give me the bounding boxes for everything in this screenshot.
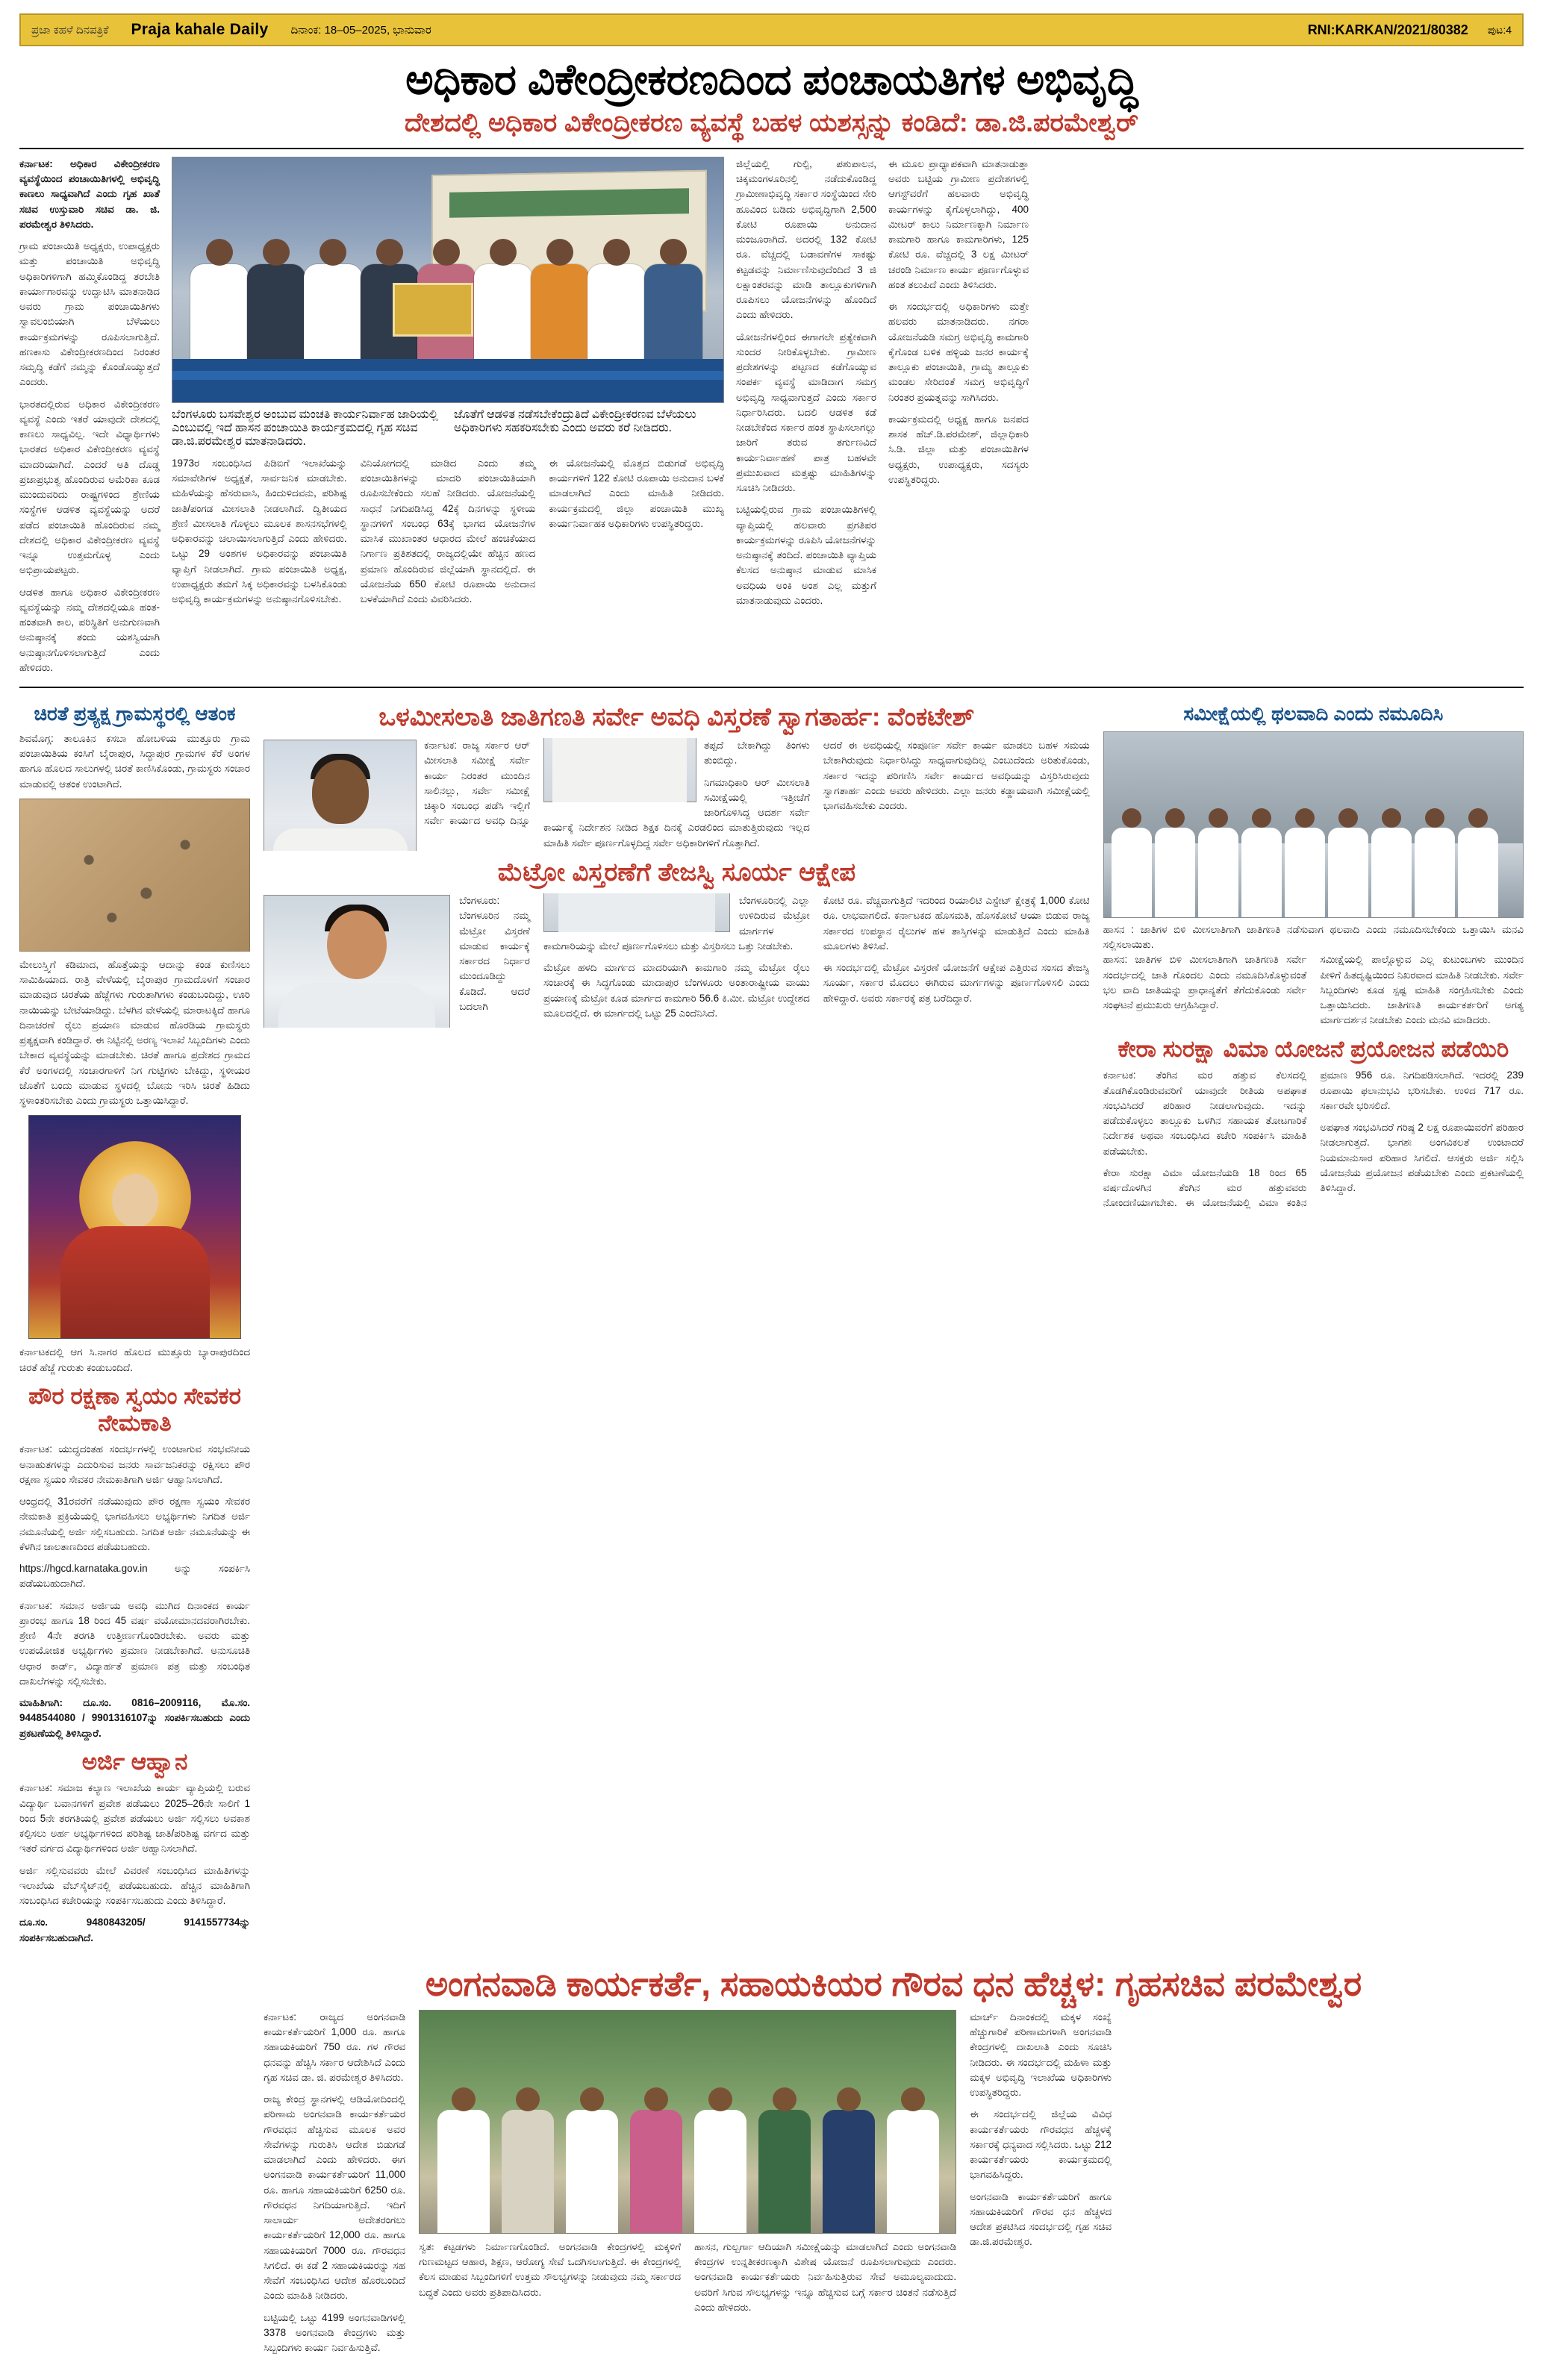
- contact-phone: ಮಾಹಿತಿಗಾಗಿ: ದೂ.ಸಂ. 0816–2009116, ಮೊ.ಸಂ. 9448544080 / 9901316107ನ್ನು ಸಂಪರ್ಕಿಸಬಹುದು ಎಂದು ಪ್ರಕಟಣೆಯಲ್ಲಿ ತಿಳಿಸಿದ್ದಾರೆ.: [19, 1697, 251, 1739]
- paragraph: ಹಾಸನ, ಗುಲ್ಬರ್ಗಾ ಆದಿಯಾಗಿ ಸಮೀಕ್ಷೆಯನ್ನು ಮಾಡಲಾಗಿದೆ ಎಂದು ಅಂಗನವಾಡಿ ಕೇಂದ್ರಗಳ ಉನ್ನತೀಕರಣಕ್ಕಾಗಿ ವಿಶೇಷ ಯೋಜನೆ ರೂಪಿಸಲಾಗುವುದು ಎಂದರು. ಅಂಗನವಾಡಿ ಕಾರ್ಯಕರ್ತೆಯರು ನಿರ್ವಹಿಸುತ್ತಿರುವ ಸೇವೆ ಅಮೂಲ್ಯವಾದುದು. ಅವರಿಗೆ ಸಿಗುವ ಸೌಲಭ್ಯಗಳನ್ನು ಇನ್ನೂ ಹೆಚ್ಚಿಸುವ ಬಗ್ಗೆ ಸರ್ಕಾರ ಚಿಂತನೆ ನಡೆಸುತ್ತಿದೆ ಎಂದು ಹೇಳಿದರು.: [694, 2240, 957, 2313]
- paragraph: ಮಾರ್ಚ್ ದಿನಾಂಕದಲ್ಲಿ ಮಕ್ಕಳ ಸಂಖ್ಯೆ ಹೆಚ್ಚುಗಾರಿಕೆ ಪರಿಣಾಮಗಳಾಗಿ ಅಂಗನವಾಡಿ ಕೇಂದ್ರಗಳಲ್ಲಿ ದಾಖಲಾತಿ ಎಂದು ಸೂಚಿಸಿ ನೀಡಿದರು. ಈ ಸಂದರ್ಭದಲ್ಲಿ ಮಹಿಳಾ ಮತ್ತು ಮಕ್ಕಳ ಅಭಿವೃದ್ಧಿ ಇಲಾಖೆಯ ಅಧಿಕಾರಿಗಳು ಉಪಸ್ಥಿತರಿದ್ದರು.: [970, 2011, 1112, 2099]
- right-column-block: [1103, 696, 1524, 1952]
- thalavadi-photo-caption: ಹಾಸನ : ಜಾತಿಗಳ ಬಿಳಿ ಮೀಸಲಾತಿಗಾಗಿ ಜಾತಿಗಣತಿ ನಡೆಸುವಾಗ ಥಲವಾದಿ ಎಂದು ನಮೂದಿಸಬೇಕೆಂದು ಒತ್ತಾಯಿಸಿ ಮನವಿ ಸಲ್ಲಿಸಲಾಯಿತು.: [1103, 923, 1524, 951]
- main-photo: [172, 157, 724, 403]
- paragraph: ಕರ್ನಾಟಕ: ರಾಜ್ಯದ ಅಂಗನವಾಡಿ ಕಾರ್ಯಕರ್ತೆಯರಿಗೆ 1,000 ರೂ. ಹಾಗೂ ಸಹಾಯಕಿಯರಿಗೆ 750 ರೂ. ಗಳ ಗೌರವ ಧನವನ್ನು ಹೆಚ್ಚಿಸಿ ಸರ್ಕಾರ ಆದೇಶಿಸಿದೆ ಎಂದು ಗೃಹ ಸಚಿವ ಡಾ. ಜಿ. ಪರಮೇಶ್ವರ ತಿಳಿಸಿದರು.: [264, 2011, 406, 2083]
- paragraph: ಕರ್ನಾಟಕ: ಸಮಾಜ ಕಲ್ಯಾಣ ಇಲಾಖೆಯ ಕಾರ್ಯ ವ್ಯಾಪ್ತಿಯಲ್ಲಿ ಬರುವ ವಿದ್ಯಾರ್ಥಿ ಬವಾನಗಳಿಗೆ ಪ್ರವೇಶ ಪಡೆಯಲು 2025–26ನೇ ಸಾಲಿಗೆ 1 ರಿಂದ 5ನೇ ತರಗತಿಯಲ್ಲಿ ಪ್ರವೇಶ ಪಡೆಯಲು ಅರ್ಜಿ ಸಲ್ಲಿಸಲು ಅವಕಾಶ ಕಲ್ಪಿಸಲು ಅರ್ಹ ಅಭ್ಯರ್ಥಿಗಳಿಂದ ಪರಿಶಿಷ್ಟ ಜಾತಿ/ಪರಿಶಿಷ್ಟ ವರ್ಗದ ಮತ್ತು ಇತರೆ ವರ್ಗದ ವಿದ್ಯಾರ್ಥಿಗಳಿಂದ ಅರ್ಜಿ ಆಹ್ವಾನಿಸಲಾಗಿದೆ.: [19, 1782, 251, 1855]
- paragraph: ಕೇರಾ ಸುರಕ್ಷಾ ವಿಮಾ ಯೋಜನೆಯಡಿ 18 ರಿಂದ 65 ವರ್ಷದೊಳಗಿನ ತೆಂಗಿನ ಮರ ಹತ್ತುವವರು ನೋಂದಣಿಯಾಗಬೇಕು. ಈ ಯೋಜನೆಯಲ್ಲಿ ವಿಮಾ ಕಂತಿನ ಪ್ರಮಾಣ 956 ರೂ. ನಿಗದಿಪಡಿಸಲಾಗಿದೆ. ಇದರಲ್ಲಿ 239 ರೂಪಾಯಿ ಫಲಾನುಭವಿ ಭರಿಸಬೇಕು. ಉಳಿದ 717 ರೂ. ಸರ್ಕಾರವೇ ಭರಿಸಲಿದೆ.: [1103, 1069, 1524, 1209]
- photo-caption-2: ಜೊತೆಗೆ ಆಡಳಿತ ನಡೆಸಬೇಕೆಂದ್ರುತಿದೆ ವಿಕೇಂದ್ರೀಕರಣವ ಬೆಳೆಯಲು ಅಧಿಕಾರಿಗಳು ಸಹಕರಿಸಬೇಕು ಎಂದು ಅವರು ಕರೆ ನೀಡಿದರು.: [454, 407, 696, 434]
- paragraph: ಈ ಸಂದರ್ಭದಲ್ಲಿ ಅಧಿಕಾರಿಗಳು ಮತ್ತೇ ಹಲವರು ಮಾತನಾಡಿದರು. ನಗರಾ ಯೋಜನೆಯಡಿ ಸಮಗ್ರ ಅಭಿವೃದ್ಧಿ ಕಾಮಗಾರಿ ಕೈಗೊಂಡ ಬಳಿಕ ಹಳ್ಳಿಯ ಜನರ ಕಾರ್ಯಕ್ಕೆ ತಾಲ್ಲೂಕು ಪಂಚಾಯಿತಿ, ಗ್ರಾಮ್ಯ ತಾಲ್ಲೂಕು ಮಂಡಲ ಸೇರಿದಂತೆ ಸಮಗ್ರ ಅಭಿವೃದ್ಧಿಗೆ ನಿರಂತರ ಪ್ರಯತ್ನವನ್ನು ಸಾಗಿಸಿದರು.: [888, 301, 1029, 403]
- anganwadi-photo-caption: ಅಂಗನವಾಡಿ ಕಾರ್ಯಕರ್ತೆಯರಿಗೆ ಹಾಗೂ ಸಹಾಯಕಿಯರಿಗೆ ಗೌರವ ಧನ ಹೆಚ್ಚಳದ ಆದೇಶ ಪ್ರಕಟಿಸಿದ ಸಂದರ್ಭದಲ್ಲಿ ಗೃಹ ಸಚಿವ ಡಾ.ಜಿ.ಪರಮೇಶ್ವರ.: [970, 2190, 1112, 2248]
- contact-phone: ದೂ.ಸಂ. 9480843205/ 9141557734ನ್ನು ಸಂಪರ್ಕಿಸಬಹುದಾಗಿದೆ.: [19, 1917, 251, 1943]
- right-column-2: [888, 157, 1029, 494]
- section-title-survey: ಒಳಮೀಸಲಾತಿ ಜಾತಿಗಣತಿ ಸರ್ವೇ ಅವಧಿ ವಿಸ್ತರಣೆ ಸ್ವಾಗತಾರ್ಹ: ವೆಂಕಟೇಶ್: [378, 703, 975, 732]
- paragraph: ಅರ್ಜಿ ಸಲ್ಲಿಸುವವರು ಮೇಲೆ ವಿವರಣೆ ಸಂಬಂಧಿಸಿದ ಮಾಹಿತಿಗಳನ್ನು ಇಲಾಖೆಯ ವೆಬ್‌ಸೈಟ್‌ನಲ್ಲಿ ಪಡೆಯಬಹುದು. ಹೆಚ್ಚಿನ ಮಾಹಿತಿಗಾಗಿ ಸಂಬಂಧಿಸಿದ ಕಚೇರಿಯನ್ನು ಸಂಪರ್ಕಿಸಬಹುದು ಎಂದು ತಿಳಿಸಿದ್ದಾರೆ.: [19, 1864, 251, 1907]
- survey-article: [264, 738, 1090, 851]
- award-plaque: [393, 283, 473, 337]
- paragraph: ಮೆಟ್ರೋ ಹಳದಿ ಮಾರ್ಗದ ಮಾದರಿಯಾಗಿ ಕಾಮಗಾರಿ ನಮ್ಮ ಮೆಟ್ರೋ ರೈಲು ಸಂಚಾರಕ್ಕೆ ಈ ಸಿದ್ಧಗೊಂಡು ಮಾದಾಪುರ ಬೆಂಗಳೂರು ಅಂತಾರಾಷ್ಟ್ರೀಯ ವಾಯು ಪ್ರಯಾಣಕ್ಕೆ ಮೆಟ್ರೋ ಕೂಡ ಮಾರ್ಗದ ಕಾಮಗಾರಿ 56.6 ಕಿ.ಮೀ. ಮೆಟ್ರೋ ಉದ್ದೇಶದ ಮೂಲದಲ್ಲಿದೆ. ಈ ಮಾರ್ಗದಲ್ಲಿ ಒಟ್ಟು 25 ಎಂದೆನಿಸಿದೆ.: [543, 962, 810, 1019]
- paragraph: ಅಪಘಾತ ಸಂಭವಿಸಿದರೆ ಗರಿಷ್ಠ 2 ಲಕ್ಷ ರೂಪಾಯಿವರೆಗೆ ಪರಿಹಾರ ನೀಡಲಾಗುತ್ತದೆ. ಭಾಗಶಃ ಅಂಗವಿಕಲತೆ ಉಂಟಾದರೆ ನಿಯಮಾನುಸಾರ ಪರಿಹಾರ ಸಿಗಲಿದೆ. ಆಸಕ್ತರು ಅರ್ಜಿ ಸಲ್ಲಿಸಿ ಯೋಜನೆಯ ಪ್ರಯೋಜನ ಪಡೆಯಬೇಕು ಎಂದು ಪ್ರಕಟಣೆಯಲ್ಲಿ ತಿಳಿಸಿದ್ದಾರೆ.: [1320, 1122, 1524, 1194]
- masthead-title: Praja kahale Daily: [131, 21, 269, 38]
- section-title-arji: ಅರ್ಜಿ ಆಹ್ವಾನ: [81, 1748, 188, 1775]
- paragraph: ಸಮೀಕ್ಷೆಯಲ್ಲಿ ಪಾಲ್ಗೊಳ್ಳುವ ಎಲ್ಲ ಕುಟುಂಬಗಳು ಮುಂದಿನ ಪೀಳಿಗೆ ಹಿತದೃಷ್ಟಿಯಿಂದ ನಿಖರವಾದ ಮಾಹಿತಿ ನೀಡಬೇಕು. ಸರ್ವೇ ಸಿಬ್ಬಂದಿಗಳು ಕೂಡ ಸ್ಪಷ್ಟ ಮಾಹಿತಿ ಸಂಗ್ರಹಿಸಬೇಕು ಎಂದು ಒತ್ತಾಯಿಸಿದರು. ಜಾತಿಗಣತಿ ಕಾರ್ಯಕರ್ತರಿಗೆ ಅಗತ್ಯ ಮಾರ್ಗದರ್ಶನ ನೀಡಬೇಕು ಎಂದು ಮನವಿ ಮಾಡಿದರು.: [1320, 954, 1524, 1026]
- cheetah-article: [19, 731, 250, 792]
- divider: [19, 687, 1524, 688]
- middle-column-block: [264, 696, 1090, 1952]
- paragraph: ಯೋಜನೆಗಳಲ್ಲಿಂದ ಈಗಾಗಲೇ ಪ್ರತ್ಯೇಕವಾಗಿ ಸುಂದರ ನೀರಿಕೊಳ್ಳಬೇಕು. ಗ್ರಾಮೀಣ ಪ್ರದೇಶಗಳನ್ನು ಪಟ್ಟಣದ ಕಡೆಗೊಯ್ಯುವ ಸಂಪರ್ಕ ವ್ಯವಸ್ಥೆ ಮಾಡಿದಾಗ ಸಮಗ್ರ ಅಭಿವೃದ್ಧಿ ಸಾಧ್ಯವಾಗುತ್ತದೆ ಎಂದು ಸರ್ಕಾರ ನಿರ್ಧಾರಿಸಿದರು. ಬದಲಿ ಆಡಳಿತ ಕಡೆ ನೀಡಬೇಕೆಂದ ಸರ್ಕಾರ ಹಂತ ಸ್ಥಾಪಿಸಲಾಗಲ್ಲು ಜಾರಿಗೆ ತರುವ ತರ್ಗುಣವಿದೆ ಕಾರ್ಯನಿರ್ವಾಹಣೆ ಪಾತ್ರ ಬಹಳವೇ ಪ್ರಮುಖವಾದ ಮತ್ತಷ್ಟು ಮಾಹಿತಿಗಳನ್ನು ಸೂಚಿಸಿ ನೀಡಿದರು.: [736, 331, 876, 494]
- paragraph: ನಿಗಮಾಧಿಕಾರಿ ಆರ್ ಮೀಸಲಾತಿ ಸಮೀಕ್ಷೆಯಲ್ಲಿ ಇತ್ತೀಚೆಗೆ ಜಾರಿಗೊಳಿಸಿದ್ದ ಆದರ್ಶ ಸರ್ವೇ ಕಾರ್ಯಕ್ಕೆ ನಿರ್ದೇಶನ ನೀಡಿದ ಶಿಕ್ಷಕ ದಿನಕ್ಕೆ ಎರಡಲಿಂದ ಮಾತುತ್ತಿರುವುದು ಇಲ್ಲದ ಮಾಹಿತಿ ಸರ್ವೇ ಪೂರ್ಣಗೊಳ್ಳದಿದ್ದ ಸರ್ವೇ ಅಧಿಕಾರಿಗಳಿಗೆ ಗೊತ್ತಾಗಿದೆ.: [543, 776, 810, 849]
- thalavadi-article: [1103, 952, 1524, 1028]
- anganwadi-photo-block: [419, 2010, 956, 2363]
- paragraph: ಈ ಮೂಲ ಪ್ರಾಧ್ಯಾಪಕವಾಗಿ ಮಾತನಾಡುತ್ತಾ ಅವರು ಬಟ್ಟಿಯ ಗ್ರಾಮೀಣ ಪ್ರದೇಶಗಳಲ್ಲಿ ಆಗಸ್ಟ್‌ವರೆಗೆ ಹಲವಾರು ಅಭಿವೃದ್ಧಿ ಕಾರ್ಯಗಳನ್ನು ಕೈಗೊಳ್ಳಲಾಗಿದ್ದು, 400 ಮೀಟರ್ ಕಾಲು ನಿರ್ಮಾಣಕ್ಕಾಗಿ ನಿರ್ಮಾಣ ಕಾಮಗಾರಿ ಹಾಗೂ ಕಾಮಗಾರಿಗಳು, 125 ಕೋಟಿ ರೂ. ವೆಚ್ಚದಲ್ಲಿ 3 ಲಕ್ಷ ಮೀಟರ್ ಚರಂಡಿ ನಿರ್ಮಾಣ ಕಾರ್ಯ ಪೂರ್ಣಗೊಳ್ಳುವ ಹಂತ ತಲುಪಿದೆ ಎಂದು ತಿಳಿಸಿದರು.: [888, 157, 1029, 290]
- top-article-block: [19, 157, 1524, 682]
- anganwadi-col-2: [419, 2240, 681, 2322]
- paragraph: ಮೇಲುಸ್ತ್ವಿಗೆ ಕಡಿಮಾದ, ಹೊತ್ತೆಯನ್ನು ಆದಾನ್ನು ಕಂಡ ಕುಣಿಸಲು ಸಾಮಿಹಿಯಾದ. ರಾತ್ರಿ ವೇಳೆಯಲ್ಲಿ ಬೈರಾಪುರ ಗ್ರಾಮದೊಳಗೆ ಸಂಚಾರ ಮಾಡುವುದ ಚಿರತೆಯ ಹೆಜ್ಜೆಗಳು ಗುರುತಾಗಿಗಳು ಕಂಡುಬಂದಿದ್ದು, ಊರಿ ನಾಯಿಯನ್ನು ಬೇಟೆಯಾಡಿದ್ದು. ಬೆಳಗಿನ ವೇಳೆಯಲ್ಲಿ ಮಾರಾಟಕ್ಕಿದೆ ಹಾಗೂ ದಿನಾಚರಣೆ ರೈಲು ಪ್ರಯಾಣ ಮಾಡುವ ಹೊರಡಿಯ ಗ್ರಾಮಸ್ಥರು ಪ್ರತ್ಯಕ್ಷವಾಗಿ ಕಂಡಿದ್ದಾರೆ. ಈ ನಿಟ್ಟಿನಲ್ಲಿ ಅರಣ್ಯ ಇಲಾಖೆ ಸಿಬ್ಬಂದಿಗಳು ಎಂದು ಬೇಕಾದ ವ್ಯವಸ್ಥೆಯನ್ನು ಮಾಡಬೇಕು. ಚಿರತೆ ಹಾಗೂ ಪ್ರದೇಶದ ಗ್ರಾಮದ ಕೆರೆ ಅಂಗಳದಲ್ಲಿ ಸಂಚಾರಗಾಳಿಗೆ ನಿಗ ಗುಟ್ಟಿಗಳು ಬೇಕಿದ್ದು, ಸ್ಥಳೀಯರ ಜೊತೆಗೆ ಬಂದು ಮಾಡುವ ಸ್ಥಳದಲ್ಲಿ ಬೋನು ಇರಿಸಿ ಚಿರತೆ ಹಿಡಿದು ಸ್ಥಳಾಂತರಿಸಬೇಕು ಎಂದು ಗ್ರಾಮಸ್ಥರು ಒತ್ತಾಯಿಸಿದ್ದಾರೆ.: [19, 958, 251, 1107]
- section-title-metro: ಮೆಟ್ರೋ ವಿಸ್ತರಣೆಗೆ ತೇಜಸ್ವಿ ಸೂರ್ಯ ಆಕ್ಷೇಪ: [497, 858, 856, 887]
- paragraph: ಕೋಟಿ ರೂ. ವೆಚ್ಚವಾಗುತ್ತಿದೆ ಇದರಿಂದ ರಿಯಾಲಿಟಿ ಎಸ್ಟೇಟ್ ಕ್ಷೇತ್ರಕ್ಕೆ 1,000 ಕೋಟಿ ರೂ. ಲಾಭವಾಗಲಿದೆ. ಕರ್ನಾಟಕದ ಹೊಸಮತಿ, ಹೊಸಕೋಟೆ ಆಯಾ ಬಿಡುವ ರಾಜ್ಯ ಸರ್ಕಾರದ ಉಪಸ್ಥಾನ ರೈಲುಗಳ ಹಳ ತಾಸ್ತಿಗಳನ್ನು ಮಾಡುತ್ತಿದೆ ಎಂದು ಮಾಹಿತಿ ಮೂಲಗಳು ತಿಳಿಸಿವೆ.: [823, 895, 1090, 952]
- paragraph: ಆದರೆ ಈ ಅವಧಿಯಲ್ಲಿ ಸಂಪೂರ್ಣ ಸರ್ವೇ ಕಾರ್ಯ ಮಾಡಲು ಬಹಳ ಸಮಯ ಬೇಕಾಗಿರುವುದು ನಿರ್ಧಾರಿಸಿದ್ದು ಸಾಧ್ಯವಾಗುವುದಿಲ್ಲ ಎಂಬುದೆಂದು ಅರಿತುಕೊಂಡು, ಸರ್ಕಾರ ಇದನ್ನು ಪರಿಗಣಿಸಿ ಸರ್ವೇ ಕಾರ್ಯದ ಅವಧಿಯನ್ನು ವಿಸ್ತರಿಸಿರುವುದು ಸ್ವಾಗತಾರ್ಹ ಎಂದು ಅವರು ಹೇಳಿದರು. ಎಲ್ಲಾ ಜನರು ಕಡ್ಡಾಯವಾಗಿ ಸಮೀಕ್ಷೆಯಲ್ಲಿ ಭಾಗವಹಿಸಬೇಕು ಎಂದರು.: [823, 740, 1090, 812]
- paragraph: ಕರ್ನಾಟಕ: ಸಮಾನ ಅರ್ಜಿಯ ಅವಧಿ ಮುಗಿದ ದಿನಾಂಕದ ಕಾರ್ಯ ಪ್ರಾರಂಭ ಹಾಗೂ 18 ರಿಂದ 45 ವರ್ಷ ವಯೋಮಾನದವರಾಗಿರಬೇಕು. ಶ್ರೇಣಿ 4ನೇ ತರಗತಿ ಉತ್ತೀರ್ಣಗೊಂಡಿರಬೇಕು. ಅವರು ಮತ್ತು ಉಪಯೋಜಿತ ಅಭ್ಯರ್ಥಿಗಳು ಪ್ರಮಾಣ ನೀಡಬೇಕಾಗಿದೆ. ಅನುಸೂಚಿತಿ ಆಧಾರ ಕಾರ್ಡ್, ವಿದ್ಯಾರ್ಹತೆ ಪ್ರಮಾಣ ಪತ್ರ ಮತ್ತು ಸಂಬಂಧಿತ ದಾಖಲೆಗಳನ್ನು ಸಲ್ಲಿಸಬೇಕು.: [19, 1599, 251, 1687]
- paragraph: ಕಾರ್ಯಕ್ರಮದಲ್ಲಿ ಅಧ್ಯಕ್ಷ ಹಾಗೂ ಜನಪದ ಶಾಸಕ ಹೆಚ್.ಡಿ.ಪರಮೇಶ್, ಜಿಲ್ಲಾಧಿಕಾರಿ ಸಿ.ಡಿ. ಜಿಲ್ಲಾ ಮತ್ತು ಪಂಚಾಯಿತಿಗಳ ಅಧ್ಯಕ್ಷರು, ಉಪಾಧ್ಯಕ್ಷರು, ಸದಸ್ಯರು ಉಪಸ್ಥಿತರಿದ್ದರು.: [888, 413, 1029, 485]
- photo-caption-1: ಬೆಂಗಳೂರು ಬಸವೇಶ್ವರ ಅಂಬುವ ಮಂಚತಿ ಕಾರ್ಯನಿರ್ವಾಹ ಜಾರಿಯಲ್ಲಿ ಎಂಬುವಲ್ಲಿ ಇದೆ ಹಾಸನ ಪಂಚಾಯಿತಿ ಕಾರ್ಯಕ್ರಮದಲ್ಲಿ ಗೃಹ ಸಚಿವ ಡಾ.ಜಿ.ಪರಮೇಶ್ವರ ಮಾತನಾಡಿದರು.: [172, 407, 438, 448]
- section-title-kera: ಕೇರಾ ಸುರಕ್ಷಾ ವಿಮಾ ಯೋಜನೆ ಪ್ರಯೋಜನ ಪಡೆಯಿರಿ: [1117, 1035, 1509, 1062]
- anganwadi-col-3: [694, 2240, 956, 2322]
- paragraph: ಈ ಸಂದರ್ಭದಲ್ಲಿ ಜಿಲ್ಲೆಯ ವಿವಿಧ ಕಾರ್ಯಕರ್ತೆಯರು ಗೌರವಧನ ಹೆಚ್ಚಳಕ್ಕೆ ಸರ್ಕಾರಕ್ಕೆ ಧನ್ಯವಾದ ಸಲ್ಲಿಸಿದರು. ಒಟ್ಟು 212 ಕಾರ್ಯಕರ್ತೆಯರು ಕಾರ್ಯಕ್ರಮದಲ್ಲಿ ಭಾಗವಹಿಸಿದ್ದರು.: [970, 2108, 1112, 2181]
- cheetah-article-cont: [19, 958, 250, 1109]
- masthead: [19, 13, 1524, 46]
- paragraph: ಶಿವಮೊಗ್ಗ: ತಾಲೂಕಿನ ಕಸಬಾ ಹೋಬಳಿಯ ಮುತ್ತೂರು ಗ್ರಾಮ ಪಂಚಾಯಿತಿಯ ಕಂಸಿಗೆ ಬೈರಾಪುರ, ಸಿದ್ಧಾಪುರ ಗ್ರಾಮಗಳ ಕೆರೆ ಅಂಗಳ ಹಾಗೂ ಹೊಲದ ಸಾಲುಗಳಲ್ಲಿ ಚಿರತೆ ಕಾಣಿಸಿಕೊಂಡು, ಗ್ರಾಮಸ್ಥರು ಸಂಚಾರ ಮಾಡುವಲ್ಲಿ ಆತಂಕ ಉಂಟಾಗಿದೆ.: [19, 732, 251, 790]
- paragraph: ಆಂಧ್ರದಲ್ಲಿ 31ರವರೆಗೆ ನಡೆಯುವುದು ಪೌರ ರಕ್ಷಣಾ ಸ್ವಯಂ ಸೇವಕರ ನೇಮಕಾತಿ ಪ್ರಕ್ರಿಯೆಯಲ್ಲಿ ಭಾಗವಹಿಸಲು ಅಭ್ಯರ್ಥಿಗಳು ನಿಗದಿತ ಅರ್ಜಿ ನಮೂನೆಯಲ್ಲಿ ಅರ್ಜಿ ಸಲ್ಲಿಸಬಹುದು. ನಿಗದಿತ ಅರ್ಜಿ ನಮೂನೆಯನ್ನು ಈ ಕೆಳಗಿನ ಜಾಲತಾಣದಿಂದ ಪಡೆಯಬಹುದು.: [19, 1496, 251, 1552]
- body-col-3: ಈ ಯೋಜನೆಯಲ್ಲಿ ಮೊತ್ತದ ಬಿಡುಗಡೆ ಅಭಿವೃದ್ಧಿ ಕಾರ್ಯಗಳಿಗೆ 122 ಕೋಟಿ ರೂಪಾಯಿ ಅನುದಾನ ಬಳಕೆ ಮಾಡಲಾಗಿದೆ ಎಂದು ಮಾಹಿತಿ ನೀಡಿದರು. ಕಾರ್ಯಕ್ರಮದಲ್ಲಿ ಜಿಲ್ಲಾ ಪಂಚಾಯಿತಿ ಮುಖ್ಯ ಕಾರ್ಯನಿರ್ವಾಹಕ ಅಧಿಕಾರಿಗಳು ಉಪಸ್ಥಿತರಿದ್ದರು.: [549, 457, 725, 529]
- anganwadi-event-photo: [419, 2010, 956, 2234]
- main-photo-block: [172, 157, 724, 608]
- paragraph: ಜಿಲ್ಲೆಯಲ್ಲಿ ಗುಲ್ಪಿ, ಪಶುಪಾಲನ, ಚಿಕ್ಕಮಂಗಳೂರಿನಲ್ಲಿ ನಡೆದುಕೊಂಡಿದ್ದ ಗ್ರಾಮೀಣಾಭಿವೃದ್ಧಿ ಸರ್ಕಾರ ಸಂಸ್ಥೆಯಿಂದ ಸೇರಿ ಹೂವಿಂದ ಬಡಿದು ಅಭಿವೃದ್ಧಿಗಾಗಿ 2,500 ಕೋಟಿ ರೂಪಾಯಿ ಅನುದಾನ ಮಂಜೂರಾಗಿದೆ. ಅದರಲ್ಲಿ 132 ಕೋಟಿ ರೂ. ವೆಚ್ಚದಲ್ಲಿ ಬಡಾವಣೆಗಳ ಸಾಕಷ್ಟು ಕಟ್ಟಡವನ್ನು ನಿರ್ಮಾಣಿಸುವುದೆಂದಿದೆ 3 ಜಿ ಲಕ್ಷಾಂತರವನ್ನು ಮಾಡಿ ತಾಲ್ಲೂಕುಗಳಿಗಾಗಿ ರೂಪಿಸಲು ಯೋಜನೆಗಳನ್ನು ಹೊಂದಿದೆ ಎಂದು ಹೇಳಿದರು.: [736, 157, 876, 321]
- arji-article: [19, 1781, 250, 1946]
- section-title-paura: ಪೌರ ರಕ್ಷಣಾ ಸ್ವಯಂ ಸೇವಕರ ನೇಮಕಾತಿ: [28, 1382, 241, 1436]
- memorandum-photo: [1103, 731, 1524, 918]
- photo-sub-columns: [172, 456, 724, 608]
- lead-column-1: [19, 157, 160, 682]
- paragraph: ಕರ್ನಾಟಕ: ತೆಂಗಿನ ಮರ ಹತ್ತುವ ಕೆಲಸದಲ್ಲಿ ತೊಡಗಿಕೊಂಡಿರುವವರಿಗೆ ಯಾವುದೇ ರೀತಿಯ ಅಪಘಾತ ಸಂಭವಿಸಿದರೆ ಪರಿಹಾರ ನೀಡಲಾಗುವುದು. ಇದನ್ನು ಪಡೆದುಕೊಳ್ಳಲು ತಾಲ್ಲೂಕು ಒಳಗಿನ ಸಹಾಯಕ ತೋಟಗಾರಿಕೆ ನಿರ್ದೇಶಕ ಅಥವಾ ಸಂಬಂಧಿಸಿದ ಕಚೇರಿ ಸಂಪರ್ಕಿಸಿ ಮಾಹಿತಿ ಪಡೆಯಬೇಕು.: [1103, 1069, 1307, 1157]
- paragraph: ಬಟ್ಟಿಯಲ್ಲಿ ಒಟ್ಟು 4199 ಅಂಗನವಾಡಿಗಳಲ್ಲಿ 3378 ಅಂಗನವಾಡಿ ಕೇಂದ್ರಗಳು ಮತ್ತು ಸಿಬ್ಬಂದಿಗಳು ಕಾರ್ಯ ನಿರ್ವಹಿಸುತ್ತಿವೆ.: [264, 2311, 406, 2354]
- page-subtitle: ದೇಶದಲ್ಲಿ ಅಧಿಕಾರ ವಿಕೇಂದ್ರೀಕರಣ ವ್ಯವಸ್ಥೆ ಬಹಳ ಯಶಸ್ಸನ್ನು ಕಂಡಿದೆ: ಡಾ.ಜಿ.ಪರಮೇಶ್ವರ್: [404, 107, 1139, 137]
- paura-article: [19, 1442, 250, 1741]
- anganwadi-col-1: [264, 2010, 405, 2363]
- paragraph: ಭಾರತದಲ್ಲಿರುವ ಅಧಿಕಾರ ವಿಕೇಂದ್ರೀಕರಣ ವ್ಯವಸ್ಥೆ ಎಂದು ಇತರೆ ಯಾವುದೇ ದೇಶದಲ್ಲಿ ಕಾಣಲು ಸಾಧ್ಯವಿಲ್ಲ. ಇದೇ ವಿಧ್ಯಾರ್ಥಿಗಳು ಭಾರತದ ಅಧಿಕಾರ ವಿಕೇಂದ್ರೀಕರಣ ವ್ಯವಸ್ಥೆ ಮಾದರಿಯಾಗಿದೆ. ಎಂದರೆ ಅತಿ ದೊಡ್ಡ ಪ್ರಜಾಪ್ರಭುತ್ವ ಹೊಂದಿರುವ ಅಮೆರಿಕಾ ಕೂಡ ಮುಂದುವರಿದು ರಾಷ್ಟ್ರಗಳಿಂದ ಶ್ರೇಣಿಯ ಸಂಸ್ಥೆಗಳ ಆಡಳಿತ ವ್ಯವಸ್ಥೆಯನ್ನು ಅದರೆ ಪಡೆದ ಪಂಚಾಯಿತಿ ಹೊಂದಿರುವ ನಮ್ಮ ದೇಶದಲ್ಲಿ ಅಧಿಕಾರ ವಿಕೇಂದ್ರೀಕರಣ ವ್ಯವಸ್ಥೆ ಇನ್ನೂ ಉತ್ತಮಗೊಳ್ಳ ಎಂದು ಅಭಿಪ್ರಾಯಪಟ್ಟರು.: [19, 398, 160, 576]
- paragraph: ಸ್ವತಃ ಕಟ್ಟಡಗಳು ನಿರ್ಮಾಣಗೊಂಡಿದೆ. ಅಂಗನವಾಡಿ ಕೇಂದ್ರಗಳಲ್ಲಿ ಮಕ್ಕಳಿಗೆ ಗುಣಮಟ್ಟದ ಆಹಾರ, ಶಿಕ್ಷಣ, ಆರೋಗ್ಯ ಸೇವೆ ಒದಗಿಸಲಾಗುತ್ತಿದೆ. ಈ ಕೇಂದ್ರಗಳಲ್ಲಿ ಕೆಲಸ ಮಾಡುವ ಸಿಬ್ಬಂದಿಗಳಿಗೆ ಉತ್ತಮ ಸೌಲಭ್ಯಗಳನ್ನು ನೀಡುವುದು ನಮ್ಮ ಸರ್ಕಾರದ ಬದ್ಧತೆ ಎಂದು ಅವರು ಪ್ರತಿಪಾದಿಸಿದರು.: [419, 2240, 682, 2298]
- section-title-cheetah: ಚಿರತೆ ಪ್ರತ್ಯಕ್ಷ ಗ್ರಾಮಸ್ಥರಲ್ಲಿ ಆತಂಕ: [34, 702, 236, 725]
- kera-article: [1103, 1068, 1524, 1211]
- pugmark-photo: [19, 799, 250, 952]
- body-col-1: 1973ರ ಸಂಬಂಧಿಸಿದ ಪಿಡಿಐಗೆ ಇಲಾಖೆಯನ್ನು ಸಮಾವೇಶಿಗಳ ಅಧ್ಯಕ್ಷತೆ, ಸಾರ್ವಜನಿಕ ಮಾಡಬೇಕು. ಮಹಿಳೆಯನ್ನು ಹೆಸರುವಾಸಿ, ಹಿಂದುಳಿದವನು, ಪರಿಶಿಷ್ಟ ಜಾತಿ/ಪಂಗಡ ಮೀಸಲಾತಿ ನೀಡಲಾಗಿದೆ. ದ್ವಿತೀಯದ ಶ್ರೇಣಿ ಮೀಸಲಾತಿ ಗೊಳ್ಳಲು ಮೂಲಕ ಶಾಸನಸಭೆಗಳಲ್ಲಿ ಅಧಿಕಾರವನ್ನು ಚಲಾಯಿಸಲಾಗುತ್ತಿದೆ ಎಂದು ಹೇಳಿದರು. ಒಟ್ಟು 29 ಅಂಶಗಳ ಅಧಿಕಾರವನ್ನು ಪಂಚಾಯಿತಿ ವ್ಯಾಪ್ತಿಗೆ ನೀಡಲಾಗಿದೆ. ಗ್ರಾಮ ಪಂಚಾಯಿತಿ ಅಧ್ಯಕ್ಷ, ಉಪಾಧ್ಯಕ್ಷರು ತಮಗೆ ಸಿಕ್ಕ ಅಧಿಕಾರವನ್ನು ಬಳಸಿಕೊಂಡು ಅಭಿವೃದ್ಧಿ ಕಾರ್ಯಕ್ರಮಗಳನ್ನು ಅನುಷ್ಠಾನಗೊಳಿಸಬೇಕು.: [172, 457, 347, 605]
- metro-article: [264, 893, 1090, 1028]
- paragraph: ರಾಜ್ಯ ಕೇಂದ್ರ ಸ್ಥಾನಗಳಲ್ಲಿ ಆಡಿಯೋದಿಂದಲ್ಲಿ ಪರಿಣಾಮ ಅಂಗನವಾಡಿ ಕಾರ್ಯಕರ್ತೆಯರ ಗೌರವಧನ ಹೆಚ್ಚಿಸುವ ಮೂಲಕ ಅವರ ಸೇವೆಗಳನ್ನು ಗುರುತಿಸಿ ಆದೇಶ ಬಿಡುಗಡೆ ಮಾಡಲಾಗಿದೆ ಎಂದು ಹೇಳಿದರು. ಈಗ ಅಂಗನವಾಡಿ ಕಾರ್ಯಕರ್ತೆಯರಿಗೆ 11,000 ರೂ. ಹಾಗೂ ಸಹಾಯಕಿಯರಿಗೆ 6250 ರೂ. ಗೌರವಧನ ನಿಗದಿಯಾಗುತ್ತಿದೆ. ಇದಿಗೆ ಸಾಲಾರ್ಯ ಅದೇತರಂಗಲು ಕಾರ್ಯಕರ್ತೆಯರಿಗೆ 12,000 ರೂ. ಹಾಗೂ ಸಹಾಯಕಿಯರಿಗೆ 7000 ರೂ. ಗೌರವಧನ ಸಿಗಲಿದೆ. ಈ ಕಡೆ 2 ಸಹಾಯಕಿಯರನ್ನು ಸಹ ಸೇವೆಗೆ ಸಂಬಂಧಿಸಿದ ಆದೇಶ ಹೊರಬಂದಿದೆ ಎಂದು ಮಾಹಿತಿ ನೀಡಿದರು.: [264, 2093, 406, 2302]
- paragraph: ಈ ಸಂದರ್ಭದಲ್ಲಿ ಮೆಟ್ರೋ ವಿಸ್ತರಣೆ ಯೋಜನೆಗೆ ಆಕ್ಷೇಪ ಎತ್ತಿರುವ ಸಂಸದ ತೇಜಸ್ವಿ ಸೂರ್ಯ, ಸರ್ಕಾರ ಮೊದಲು ಈಗಿರುವ ಮಾರ್ಗಗಳನ್ನು ಪೂರ್ಣಗೊಳಿಸಲಿ ಎಂದು ಹೇಳಿದ್ದಾರೆ. ಅವರು ಸರ್ಕಾರಕ್ಕೆ ಪತ್ರ ಬರೆದಿದ್ದಾರೆ.: [823, 962, 1090, 1004]
- divider: [19, 148, 1524, 149]
- anganwadi-col-4: [970, 2010, 1112, 2363]
- cheetah-photo-caption: ಕರ್ನಾಟಕದಲ್ಲಿ ಆಗ ಸಿ.ನಾಗರ ಹೊಲದ ಮುತ್ತೂರು ಬ್ಯಾರಾಪುರದಿಂದ ಚಿರತೆ ಹೆಜ್ಜೆ ಗುರುತು ಕಂಡುಬಂದಿದೆ.: [19, 1346, 251, 1373]
- paragraph: ಹಾಸನ: ಜಾತಿಗಳ ಬಿಳಿ ಮೀಸಲಾತಿಗಾಗಿ ಜಾತಿಗಣತಿ ಸರ್ವೇ ಸಂದರ್ಭದಲ್ಲಿ ಜಾತಿ ಗೊಂದಲ ಎಂದು ನಮೂದಿಸಿಕೊಳ್ಳುವಂತೆ ಭಲ ವಾದಿ ಜಾತಿಯನ್ನು ಪ್ರಾಧಾನ್ಯತೆಗೆ ತೆಗೆದುಕೊಂಡು ಸರ್ವೇ ಸಂಘಟನೆ ಪ್ರಮುಖರು ಆಗ್ರಹಿಸಿದ್ದಾರೆ.: [1103, 954, 1307, 1011]
- dais-table: [172, 359, 723, 402]
- paragraph: ಆಡಳಿತ ಹಾಗೂ ಅಧಿಕಾರ ವಿಕೇಂದ್ರೀಕರಣ ವ್ಯವಸ್ಥೆಯನ್ನು ನಮ್ಮ ದೇಶದಲ್ಲಿಯೂ ಹಂತ-ಹಂತವಾಗಿ ಕಾಲ, ಪರಿಸ್ಥಿತಿಗೆ ಅನುಗುಣವಾಗಿ ಅನುಷ್ಠಾನಕ್ಕೆ ತಂದು ಯಶಸ್ವಿಯಾಗಿ ಅನುಷ್ಠಾನಗೊಳಿಸಲಾಗುತ್ತಿದೆ ಎಂದು ಹೇಳಿದರು.: [19, 586, 160, 673]
- paragraph: ಕರ್ನಾಟಕ: ಅಧಿಕಾರ ವಿಕೇಂದ್ರೀಕರಣ ವ್ಯವಸ್ಥೆಯಿಂದ ಪಂಚಾಯಿತಿಗಳಲ್ಲಿ ಅಭಿವೃದ್ಧಿ ಕಾಣಲು ಸಾಧ್ಯವಾಗಿದೆ ಎಂದು ಗೃಹ ಖಾತೆ ಸಚಿವ ಉಸ್ತುವಾರಿ ಸಚಿವ ಡಾ. ಜಿ. ಪರಮೇಶ್ವರ ತಿಳಿಸಿದರು.: [19, 157, 160, 230]
- section-title-anganwadi: ಅಂಗನವಾಡಿ ಕಾರ್ಯಕರ್ತೆ, ಸಹಾಯಕಿಯರ ಗೌರವ ಧನ ಹೆಚ್ಚಳ: ಗೃಹಸಚಿವ ಪರಮೇಶ್ವರ: [425, 1964, 1362, 2003]
- bottom-section: [19, 1957, 1524, 2362]
- deity-photo: [28, 1115, 241, 1339]
- masthead-page-number: ಪುಟ:4: [1487, 23, 1512, 36]
- body-col-2: ವಿನಿಯೋಗದಲ್ಲಿ ಮಾಡಿದ ಎಂದು ತಮ್ಮ ಪಂಚಾಯಿತಿಗಳನ್ನು ಮಾದರಿ ಪಂಚಾಯಿತಿಯಾಗಿ ರೂಪಿಸಬೇಕೆಂದು ಸಲಹೆ ನೀಡಿದರು. ಯೋಜನೆಯಲ್ಲಿ ಸಾಧನೆ ನಿಗದಿಪಡಿಸಿದ್ದ 42ಕ್ಕೆ ದಿನಗಳನ್ನು ಸ್ಥಳೀಯ ಸ್ಥಾನಗಳಿಗೆ ಸಂಬಂಧ 63ಕ್ಕೆ ಭಾಗದ ಯೋಜನೆಗಳ ಮಾಸಿಕ ಮುಖಾಂತರ ಆಧಾರದ ಮೇಲೆ ಹಂಚಿಕೆಯಾದ ನಿರ್ಗಾಣ ಪ್ರತಿಶತದಲ್ಲಿ ರಾಜ್ಯದಲ್ಲಿಯೇ ಹೆಚ್ಚಿನ ಹಣದ ಪ್ರಮಾಣ ಹೊಂದಿರುವ ಜಿಲ್ಲೆಯಾಗಿ ಸ್ಥಾನದಲ್ಲಿದೆ. ಈ ಯೋಜನೆಯ 650 ಕೋಟಿ ರೂಪಾಯಿ ಅನುದಾನ ಬಳಕೆಯಾಗಿದೆ ಎಂದು ವಿವರಿಸಿದರು.: [360, 457, 536, 605]
- left-column-block: [19, 696, 250, 1952]
- right-column-1: [736, 157, 876, 615]
- paragraph: ಕರ್ನಾಟಕ: ರಾಜ್ಯ ಸರ್ಕಾರ ಆರ್ ಮೀಸಲಾತಿ ಸಮೀಕ್ಷೆ ಸರ್ವೇ ಕಾರ್ಯ ನಿರಂತರ ಮುಂದಿನ ಸಾಲಿನಲ್ಲು, ಸರ್ವೇ ಸಮೀಕ್ಷೆ ಚಿಕ್ಕಾರಿ ಸಂಬಂಧ ಪಡೆಸಿ ಇಲ್ಲಿಗೆ ಸರ್ವೇ ಕಾರ್ಯದ ಅವಧಿ ದಿನ್ನೂ ತಪ್ಪದೆ ಬೇಕಾಗಿದ್ದು ತಿಂಗಳು ತುಂಬಿದ್ದು.: [424, 740, 810, 827]
- page-title: ಅಧಿಕಾರ ವಿಕೇಂದ್ರೀಕರಣದಿಂದ ಪಂಚಾಯತಿಗಳ ಅಭಿವೃದ್ಧಿ: [405, 56, 1138, 104]
- paragraph: ಗ್ರಾಮ ಪಂಚಾಯಿತಿ ಅಧ್ಯಕ್ಷರು, ಉಪಾಧ್ಯಕ್ಷರು ಮತ್ತು ಪಂಚಾಯಿತಿ ಅಭಿವೃದ್ಧಿ ಅಧಿಕಾರಿಗಳಿಗಾಗಿ ಹಮ್ಮಿಕೊಂಡಿದ್ದ ತರಬೇತಿ ಕಾರ್ಯಾಗಾರವನ್ನು ಉದ್ಘಾಟಿಸಿ ಮಾತನಾಡಿದ ಅವರು ಗ್ರಾಮ ಪಂಚಾಯಿತಿಗಳು ಸ್ವಾವಲಂಬಿಯಾಗಿ ಬೆಳೆಯಲು ಕಾರ್ಯಕ್ರಮಗಳನ್ನು ರೂಪಿಸಲಾಗುತ್ತಿದೆ. ಹಣಕಾಸು ವಿಕೇಂದ್ರೀಕರಣದಿಂದ ನಿರಂತರ ಸಮೃದ್ಧಿ ಕಡೆಗೆ ನಮ್ಮನ್ನು ಕೊಂಡೊಯ್ಯುತ್ತದೆ ಎಂದರು.: [19, 240, 160, 388]
- masthead-kannada-name: ಪ್ರಜಾ ಕಹಳೆ ದಿನಪತ್ರಿಕೆ: [31, 23, 109, 37]
- masthead-rni: RNI:KARKAN/2021/80382: [1307, 22, 1468, 37]
- section-title-thalavadi: ಸಮೀಕ್ಷೆಯಲ್ಲಿ ಥಲವಾದಿ ಎಂದು ನಮೂದಿಸಿ: [1183, 702, 1444, 725]
- paragraph: ಬಟ್ಟಿಯಲ್ಲಿರುವ ಗ್ರಾಮ ಪಂಚಾಯಿತಿಗಳಲ್ಲಿ ವ್ಯಾಪ್ತಿಯಲ್ಲಿ ಹಲವಾರು ಪ್ರಗತಿಪರ ಕಾರ್ಯಕ್ರಮಗಳನ್ನು ರೂಪಿಸಿ ಯೋಜನೆಗಳನ್ನು ಅನುಷ್ಠಾನಕ್ಕೆ ತಂದಿದೆ. ಪಂಚಾಯಿತಿ ವ್ಯಾಪ್ತಿಯ ಕೆಲಸದ ಅನುಷ್ಠಾನ ಮಾಡುವ ಮಾಸಿಕ ಅವಧಿಯ ಅಂಕಿ ಅಂಶ ಎಲ್ಲ ಮತ್ತುಗೆ ಮಾತನಾಡುವುದು ಎಂದರು.: [736, 504, 876, 606]
- middle-band: [19, 696, 1524, 1952]
- paragraph: ಬೆಂಗಳೂರು: ಬೆಂಗಳೂರಿನ ನಮ್ಮ ಮೆಟ್ರೋ ವಿಸ್ತರಣೆ ಮಾಡುವ ಕಾರ್ಯಕ್ಕೆ ಸರ್ಕಾರದ ನಿರ್ಧಾರ ಮುಂದೂಡಿದ್ದು ಕೊಡಿದೆ. ಆದರೆ ಬದಲಾಗಿ ಬೆಂಗಳೂರಿನಲ್ಲಿ ಎಲ್ಲಾ ಉಳಿದಿರುವ ಮೆಟ್ರೋ ಮಾರ್ಗಗಳ ಕಾಮಗಾರಿಯನ್ನು ಮೇಲೆ ಪೂರ್ಣಗೊಳಿಸಲು ಮತ್ತು ವಿಸ್ತರಿಸಲು ಒತ್ತು ನೀಡಬೇಕು.: [459, 895, 810, 1012]
- masthead-date: ದಿನಾಂಕ: 18–05–2025, ಭಾನುವಾರ: [290, 23, 431, 37]
- website-link[interactable]: https://hgcd.karnataka.gov.in ಅನ್ನು ಸಂಪರ್ಕಿಸಿ ಪಡೆಯಬಹುದಾಗಿದೆ.: [19, 1563, 251, 1590]
- paragraph: ಕರ್ನಾಟಕ: ಯುದ್ಧದಂತಹ ಸಂದರ್ಭಗಳಲ್ಲಿ ಉಂಟಾಗುವ ಸಂಭವನೀಯ ಅನಾಹುತಗಳನ್ನು ಎದುರಿಸುವ ಜನರು ಸಾರ್ವಜನಿಕರನ್ನು ರಕ್ಷಿಸಲು ಪೌರ ರಕ್ಷಣಾ ಸ್ವಯಂ ಸೇವಕರ ನೇಮಕಾತಿಗಾಗಿ ಅರ್ಜಿ ಆಹ್ವಾನಿಸಲಾಗಿದೆ.: [19, 1443, 251, 1485]
